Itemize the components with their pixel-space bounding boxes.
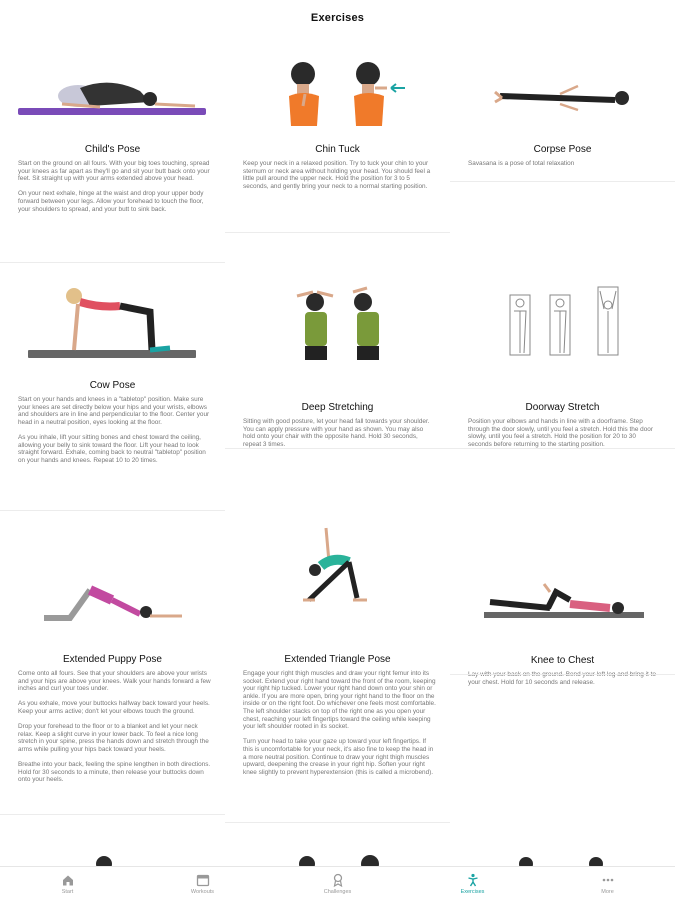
exercise-card-doorway-stretch[interactable]	[450, 181, 675, 448]
page-title: Exercises	[310, 12, 365, 24]
exercise-description: Position your elbows and hands in line with a doorframe. Step through the door slowly, until you feel a stretch. Hold this the door slowly, until you feel a stretch. Hold the position for 20 to 30 seconds before returning to the starting position.	[468, 418, 653, 448]
exercise-description: Come onto all fours. See that your shoulders are above your wrists and your hips are above your knees. Walk your hands forward a few inches and curl your toes under. As you exhale, move your buttocks halfway back toward your heels. Keep your arms active; don't let your elbows touch the ground. Drop your forehead to the floor or to a blanket and let your neck relax. Keep a slight curve in your lower back. To feel a nice long stretch in your spine, press the hands down and stretch through the arms while pulling your hips back toward your heels. Breathe into your back, feeling the spine lengthen in both directions. Hold for 30 seconds to a minute, then release your buttocks down onto your heels.	[18, 670, 211, 784]
partial-illustration	[0, 842, 225, 866]
exercise-name: Corpse Pose	[533, 144, 592, 155]
exercise-description: Savasana is a pose of total relaxation	[468, 160, 575, 167]
exercise-description: Start on your hands and knees in a "tabletop" position. Make sure your knees are set directly below your hips and your wrists, elbows and shoulders are in line and perpendicular to the floor. Center your head in a neutral position, eyes looking at the floor. As you inhale, lift your sitting bones and chest toward the ceiling, allowing your belly to sink toward the floor. Lift your head to look straight forward. Exhale, coming back to neutral "tabletop" position on your hands and knees. Repeat 10 to 20 times.	[18, 396, 210, 464]
exercise-card-partial[interactable]	[225, 842, 450, 866]
exercise-name: Chin Tuck	[315, 144, 360, 155]
tab-label: Exercises	[460, 888, 485, 895]
exercise-description: Start on the ground on all fours. With your big toes touching, spread your knees as far apart as they'll go and sit your butt back onto your feet. Sit straight up with your arms extended above your head. On your next exhale, hinge at the waist and drop your upper body forward between your legs. Allow your forehead to touch the floor, your shoulders to spread, and your butt to sink back.	[18, 160, 210, 213]
deep-stretching-illustration	[225, 282, 450, 382]
medal-icon	[331, 873, 345, 887]
cow-pose-illustration	[0, 270, 225, 370]
exercise-card-extended-triangle-pose[interactable]	[225, 448, 450, 822]
tab-challenges[interactable]	[270, 867, 405, 900]
extended-triangle-pose-illustration	[225, 522, 450, 622]
tab-label: Challenges	[323, 888, 352, 895]
exercise-description: Engage your right thigh muscles and draw your right femur into its socket. Extend your right hand toward the front of the room, keeping your right hip tucked. Lower your right hand down onto your shin or ankle. If you are more open, bring your right hand to the floor on the inside or on the right foot. Do whichever one feels most comfortable. The left shoulder stacks on top of the right one as you open your chest, reaching your left fingertips toward the ceiling while keeping your left shoulder rooted in its socket. Turn your head to take your gaze up toward your left fingertips. If this is uncomfortable for your neck, it's also fine to keep the head in a more neutral position. Continue to draw your right thigh muscles upward, deepening the crease in your right hip. Soften your right knee slightly to prevent hyperextension (this is called a microbend).	[243, 670, 436, 776]
home-icon	[61, 873, 75, 887]
exercise-name: Child's Pose	[84, 144, 141, 155]
childs-pose-illustration	[0, 36, 225, 136]
exercise-card-cow-pose[interactable]	[0, 262, 225, 510]
chin-tuck-illustration	[225, 36, 450, 136]
exercise-card-partial[interactable]	[0, 842, 225, 866]
exercise-name: Knee to Chest	[530, 655, 595, 666]
exercise-card-deep-stretching[interactable]	[225, 232, 450, 448]
page-header	[0, 0, 675, 36]
exercise-card-extended-puppy-pose[interactable]	[0, 510, 225, 814]
corpse-pose-illustration	[450, 36, 675, 136]
exercise-card-childs-pose[interactable]	[0, 36, 225, 262]
exercise-description: Keep your neck in a relaxed position. Try to tuck your chin to your sternum or neck area without holding your head. You should feel a little pull around the upper neck. Hold the position for 3 to 5 seconds, and gently bring your neck to a normal starting position.	[243, 160, 431, 190]
exercise-name: Deep Stretching	[301, 402, 374, 413]
partial-illustration	[225, 842, 450, 866]
exercise-name: Doorway Stretch	[525, 402, 600, 413]
exercise-card-chin-tuck[interactable]	[225, 36, 450, 232]
exercise-card-corpse-pose[interactable]	[450, 36, 675, 181]
divider	[0, 814, 225, 815]
exercise-card-partial[interactable]	[450, 842, 675, 866]
exercise-card-knee-to-chest[interactable]	[450, 448, 675, 686]
tab-label: Workouts	[190, 888, 215, 895]
partial-illustration	[450, 842, 675, 866]
extended-puppy-pose-illustration	[0, 534, 225, 634]
exercise-name: Cow Pose	[89, 380, 136, 391]
exercise-grid	[0, 36, 675, 866]
more-dots-icon	[601, 873, 615, 887]
divider	[225, 822, 450, 823]
tab-workouts[interactable]	[135, 867, 270, 900]
calendar-icon	[196, 873, 210, 887]
tab-more[interactable]	[540, 867, 675, 900]
knee-to-chest-illustration	[450, 560, 675, 660]
exercise-name: Extended Triangle Pose	[284, 654, 391, 665]
doorway-stretch-illustration	[450, 281, 675, 381]
tab-label: More	[601, 888, 614, 895]
tab-label: Start	[61, 888, 74, 895]
exercise-name: Extended Puppy Pose	[63, 654, 162, 665]
divider	[450, 674, 675, 675]
exercise-person-icon	[466, 873, 480, 887]
tab-start[interactable]	[0, 867, 135, 900]
bottom-tab-bar	[0, 866, 675, 900]
exercise-description: your chest. Hold for 10 seconds and release.	[468, 678, 595, 686]
tab-exercises[interactable]	[405, 867, 540, 900]
exercise-description: Sitting with good posture, let your head fall towards your shoulder. You can apply pressure with your hand as shown. You may also hold onto your chair with the opposite hand. Hold 30 seconds, repeat 3 times.	[243, 418, 430, 448]
